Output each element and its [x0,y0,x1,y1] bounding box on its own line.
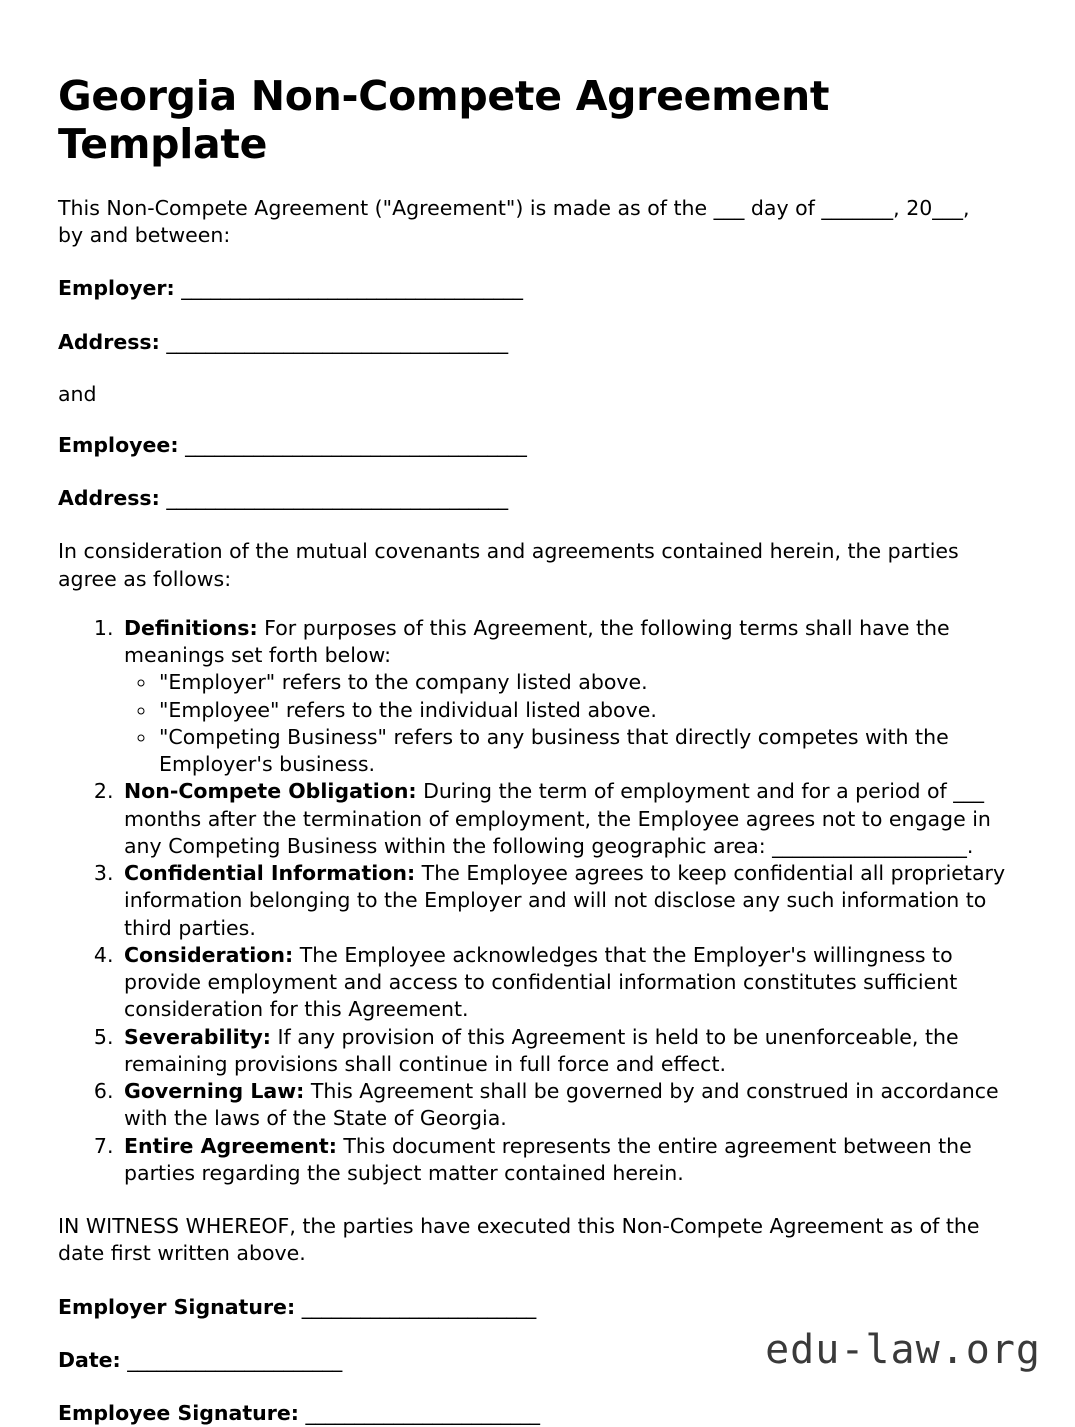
employer-address-blank-line: ___________________________________ [166,329,508,354]
employer-signature-label: Employer Signature: [58,1294,296,1319]
employer-signature-field [58,1294,1017,1321]
employee-address-blank-line: ___________________________________ [166,486,508,510]
employee-signature-blank-line: ________________________ [305,1401,540,1425]
term-heading: Governing Law: [124,1079,305,1103]
term-heading: Definitions: [124,615,258,640]
employer-blank-line: ___________________________________ [181,276,523,301]
employer-address-label: Address: [58,329,160,354]
witness-paragraph: IN WITNESS WHEREOF, the parties have executed this Non-Compete Agreement as of the date first written above. [58,1214,980,1266]
term-body: The Employee agrees to keep confidential all proprietary information belonging to the Employer and will not disclose any such information to third parties. [124,861,1006,940]
term-item [120,778,1017,860]
intro-paragraph: This Non-Compete Agreement ("Agreement") is made as of the ___ day of _______, 20___, by and between: [58,195,970,247]
employee-address-field [58,485,1017,512]
employee-label: Employee: [58,432,179,457]
term-body: The Employee acknowledges that the Employer's willingness to provide employment and access to confidential information constitutes sufficient consideration for this Agreement. [124,942,958,1022]
term-heading: Non-Compete Obligation: [124,779,417,804]
employer-label: Employer: [58,276,175,301]
term-item [120,1133,1017,1188]
term-body: If any provision of this Agreement is held to be unenforceable, the remaining provisions shall continue in full force and effect. [124,1024,959,1076]
term-body: This document represents the entire agreement between the parties regarding the subject matter contained herein. [124,1133,972,1185]
term-heading: Consideration: [124,942,294,967]
term-item [120,1024,1017,1079]
employee-blank-line: ___________________________________ [185,432,527,457]
page-title: Georgia Non-Compete Agreement Template [58,72,830,169]
term-subitem: ◦ "Employee" refers to the individual listed above. [157,697,1017,724]
term-body: For purposes of this Agreement, the following terms shall have the meanings set forth below: [124,615,950,667]
term-item [120,1078,1017,1133]
employee-signature-field [58,1400,1017,1427]
employer-signature-blank-line: ________________________ [301,1294,536,1319]
term-heading: Confidential Information: [124,861,416,885]
employer-address-field [58,329,1017,356]
term-item [120,615,1017,779]
term-item [120,860,1017,942]
term-body: This Agreement shall be governed by and construed in accordance with the laws of the State of Georgia. [124,1079,999,1131]
employee-field [58,432,1017,459]
site-watermark: edu-law.org [765,1327,1041,1373]
term-heading: Severability: [124,1024,271,1049]
conjunction-and: and [58,381,97,406]
date-blank-line: ______________________ [127,1347,342,1372]
term-subitem-list [124,669,1017,778]
consideration-paragraph: In consideration of the mutual covenants and agreements contained herein, the parties agree as follows: [58,539,959,591]
employer-field [58,275,1017,302]
employee-address-label: Address: [58,486,160,510]
employee-signature-label: Employee Signature: [58,1401,299,1425]
term-item [120,942,1017,1024]
terms-list [58,615,1017,1187]
term-heading: Entire Agreement: [124,1133,337,1158]
term-subitem: ◦ "Competing Business" refers to any business that directly competes with the Employer's business. [157,724,1017,779]
term-subitem: ◦ "Employer" refers to the company listed above. [157,669,1017,696]
term-body: During the term of employment and for a period of ___ months after the termination of employment, the Employee agrees not to engage in any Competing Business within the following geographic area: ___________________. [124,779,991,858]
date-label: Date: [58,1347,121,1372]
